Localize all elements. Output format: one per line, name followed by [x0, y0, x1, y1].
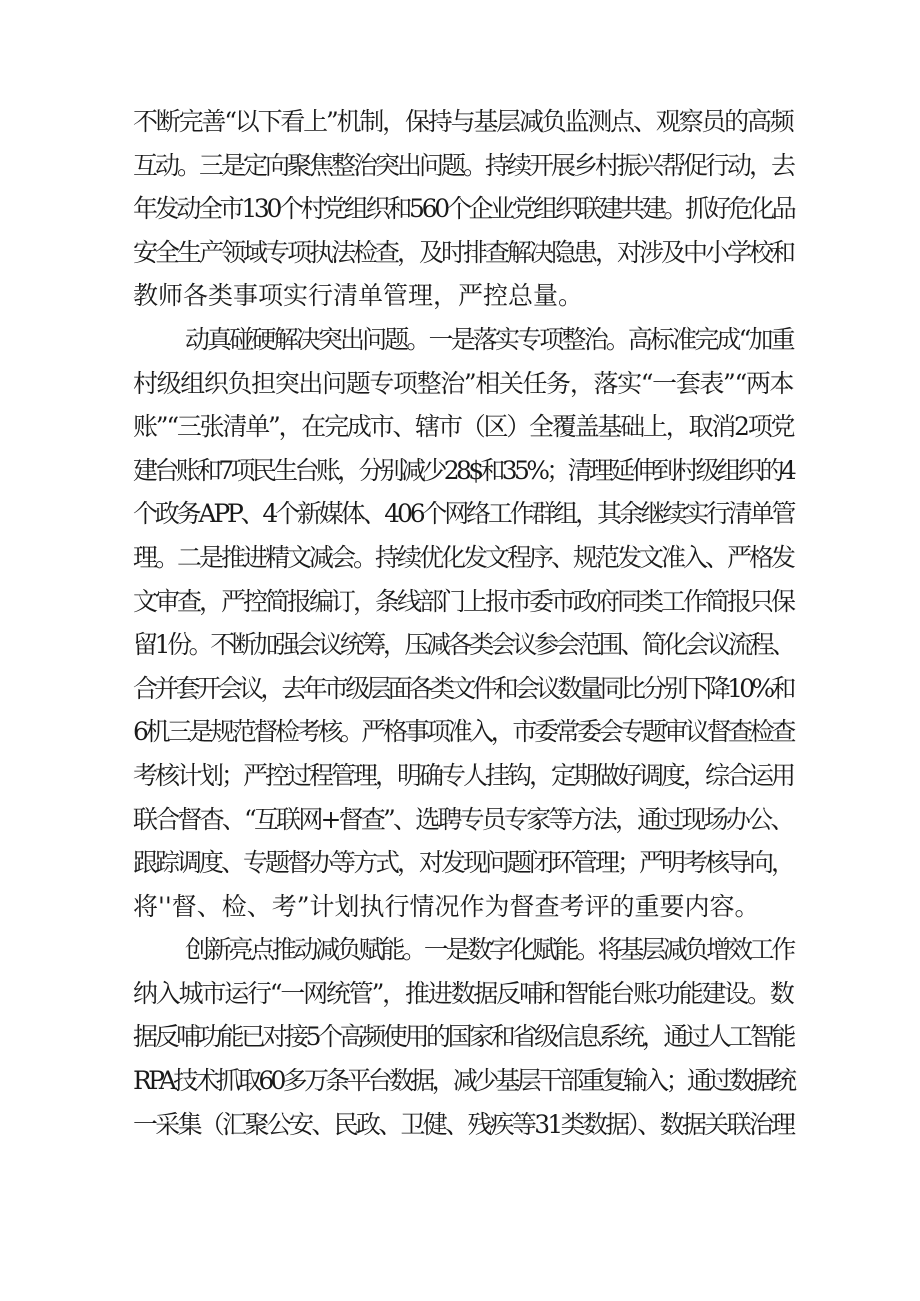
- text-line: 互动。三是定向聚焦整治突出问题。持续开展乡村振兴帮促行动，去: [133, 150, 794, 180]
- text-line: 跟踪调度、专题督办等方式，对发现问题闭环管理；严明考核导向，: [133, 848, 794, 878]
- text-line: 不断完善“以下看上”机制，保持与基层减负监测点、观察员的高频: [133, 107, 793, 136]
- text-line: 考核计划；严控过程管理，明确专人挂钩，定期做好调度，综合运用: [133, 760, 794, 790]
- text-line: 据反哺功能已对接5个高频使用的国家和省级信息系统，通过人工智能: [133, 1022, 793, 1052]
- text-line: 账”“三张清单”，在完成市、辖市（区）全覆盖基础上，取消2项党: [133, 412, 794, 442]
- text-line: 一采集（汇聚公安、民政、卫健、残疾等31类数据）、数据关联治理: [133, 1109, 794, 1139]
- text-line: RPA技术抓取60多万条平台数据，减少基层干部重复输入；通过数据统: [133, 1066, 794, 1096]
- paragraph: [133, 928, 793, 1146]
- text-line: 联合督杳、“互联网+督查”、选聘专员专家等方法，通过现场办公、: [133, 804, 793, 834]
- text-line: 动真碰硬解决突出问题。一是落实专项整治。高标准完成“加重: [185, 324, 793, 354]
- text-line: 留1份。不断加强会议统筹，压减各类会议参会范围、简化会议流程、: [133, 630, 793, 660]
- text-line: 将''督、检、考”计划执行情况作为督查考评的重要内容。: [133, 891, 760, 921]
- text-line: 教师各类事项实行清单管理，严控总量。: [133, 281, 584, 311]
- text-line: 年发动全市130个村党组织和560个企业党组织联建共建。抓好危化品: [133, 194, 794, 224]
- text-line: 村级组织负担突出问题专项整治”相关任务，落实“一套表”“两本: [133, 368, 794, 398]
- paragraph: [133, 100, 793, 318]
- text-line: 创新亮点推动减负赋能。一是数字化赋能。将基层减负增效工作: [185, 935, 794, 965]
- text-line: 合并套开会议，去年市级层面各类文件和会议数量同比分别下降10%和: [133, 673, 793, 703]
- text-line: 6机三是规范督检考核。严格事项准入，市委常委会专题审议督查检查: [133, 717, 793, 747]
- document-body: [133, 100, 793, 1146]
- text-line: 安全生产领域专项执法检查，及时排查解决隐患，对涉及中小学校和: [133, 237, 794, 267]
- text-line: 建台账和7项民生台账，分别减少28$和35%；清理延伸到村级组织的4: [133, 455, 794, 485]
- text-line: 个政务APP、4个新媒体、406个网络工作群组，其余继续实行清单管: [133, 499, 794, 529]
- text-line: 纳入城市运行“一网统管”，推进数据反哺和智能台账功能建设。数: [133, 978, 793, 1008]
- text-line: 理。二是推进精文减会。持续优化发文程序、规范发文准入、严格发: [133, 542, 794, 572]
- text-line: 文审查，严控简报编订，条线部门上报市委市政府同类工作简报只保: [133, 586, 794, 616]
- paragraph: [133, 318, 793, 928]
